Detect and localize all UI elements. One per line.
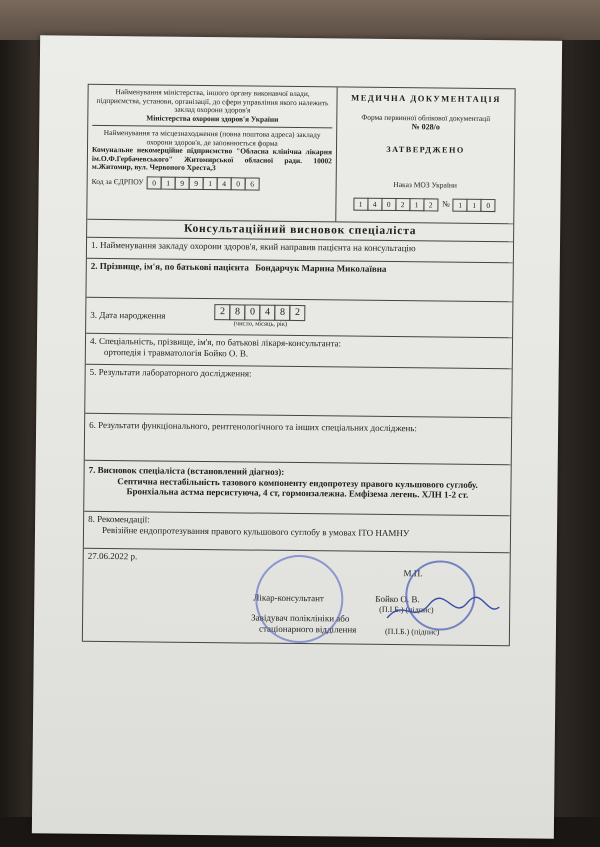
section-4 — [86, 334, 512, 369]
section-5 — [85, 365, 511, 418]
edrpou-digit: 9 — [175, 176, 190, 189]
order-date-digit: 1 — [353, 197, 368, 210]
doctor-name: Бойко О. В. — [375, 594, 420, 605]
signature-icon — [383, 590, 503, 631]
dob-row — [90, 303, 508, 331]
signature-block — [83, 549, 510, 645]
order-number-digit: 0 — [481, 198, 496, 211]
approved-label: ЗАТВЕРДЖЕНО — [386, 145, 465, 156]
facility-caption: Найменування та місцезнаходження (повна поштова адреса) закладу охорони здоров'я, де заповнюється форма — [103, 128, 321, 148]
section-4-label: 4. Спеціальність, прізвище, ім'я, по батькові лікаря-консультанта: — [89, 336, 342, 349]
dob-digit: 0 — [244, 305, 260, 321]
order-date-cells — [354, 197, 438, 211]
section-6-label: 6. Результати функціонального, рентгенологічного та інших спеціальних досліджень: — [89, 420, 417, 434]
consultant-name: ортопедія і травматологія Бойко О. В. — [103, 346, 249, 359]
order-date-digit: 4 — [367, 197, 382, 210]
edrpou-digit: 1 — [161, 176, 176, 189]
section-8 — [84, 512, 510, 553]
dob-digit: 2 — [289, 305, 305, 321]
edrpou-label: Код за ЄДРПОУ — [91, 176, 144, 187]
section-8-label: 8. Рекомендації: — [88, 514, 150, 525]
order-date-digit: 2 — [423, 198, 438, 211]
edrpou-row — [92, 175, 332, 191]
section-5-label: 5. Результати лабораторного дослідження: — [89, 367, 252, 379]
order-date-digit: 1 — [409, 198, 424, 211]
form-number: № 028/о — [411, 122, 440, 132]
order-date-digit: 0 — [381, 197, 396, 210]
edrpou-digit: 6 — [245, 177, 260, 190]
dob-digit: 8 — [229, 305, 245, 321]
edrpou-digit: 4 — [217, 177, 232, 190]
paper-sheet — [32, 35, 562, 838]
section-3-label: 3. Дата народження — [90, 309, 166, 321]
dob-digit: 2 — [214, 304, 230, 320]
order-label: Наказ МОЗ України — [393, 179, 458, 190]
order-number-digit: 1 — [467, 198, 482, 211]
recommendation-text: Ревізійне ендопротезування правого кульшового суглобу в умовах ІТО НАМНУ — [101, 524, 410, 538]
order-no-label: № — [442, 199, 450, 210]
dob-cells — [215, 304, 305, 321]
dob-digit: 8 — [274, 305, 290, 321]
order-row — [342, 197, 507, 212]
doctor-sign-caption: (П.І.Б.) (підпис) — [379, 605, 434, 615]
section-1-label: 1. Найменування закладу охорони здоров'я, який направив пацієнта на консультацію — [90, 240, 416, 254]
form-028 — [82, 84, 516, 647]
head-sign-caption: (П.І.Б.) (підпис) — [384, 627, 440, 637]
order-number-digit: 1 — [453, 198, 468, 211]
order-number-cells — [454, 198, 496, 211]
form-caption: Форма первинної облікової документації — [361, 112, 491, 123]
section-7 — [84, 461, 511, 516]
diagnosis-text: Септична нестабільність тазового компоненту ендопротезу правого кульшового суглобу. Бронхіальна астма персистуюча, 4 ст, гормонзалежна. Емфізема легень. ХЛН 1-2 ст. — [117, 475, 478, 500]
seal-label: М.П. — [403, 568, 423, 579]
edrpou-cells — [148, 176, 260, 190]
section-2 — [86, 259, 512, 302]
order-date-digit: 2 — [395, 198, 410, 211]
edrpou-digit: 0 — [147, 176, 162, 189]
section-6 — [85, 414, 511, 465]
doctor-label: Лікар-консультант — [253, 592, 324, 604]
head-label-1: Завідувач поліклініки або — [251, 612, 350, 624]
edrpou-digit: 1 — [203, 177, 218, 190]
edrpou-digit: 0 — [231, 177, 246, 190]
edrpou-digit: 9 — [189, 176, 204, 189]
form-header — [87, 85, 514, 224]
dob-field — [215, 304, 305, 328]
ministry-value: Міністерства охорони здоров'я України — [146, 112, 279, 124]
section-7-label: 7. Висновок спеціаліста (встановлений діагноз): — [88, 465, 285, 478]
section-3 — [86, 298, 512, 338]
head-label-2: стаціонарного відділення — [258, 623, 357, 635]
consult-date: 27.06.2022 р. — [87, 551, 138, 562]
patient-name: Бондарчук Марина Миколаївна — [255, 262, 387, 275]
ministry-caption: Найменування міністерства, іншого органу виконавчої влади, підприємства, установи, організації, до сфери управління якого належить заклад охорони здоров'я — [96, 87, 329, 115]
header-right — [336, 87, 514, 223]
dob-caption: (число, місяць, рік) — [233, 320, 288, 329]
section-2-label: 2. Прізвище, ім'я, по батькові пацієнта — [90, 261, 249, 273]
facility-value: Комунальне некомерційне підприємство "Обласна клінічна лікарня ім.О.Ф.Гербачевського" Житомирської обласної ради. 10002 м.Житомир, вул. Червоного Хреста,3 — [91, 144, 333, 173]
document-title: Консультаційний висновок спеціаліста — [87, 220, 513, 243]
med-doc-title: МЕДИЧНА ДОКУМЕНТАЦІЯ — [351, 92, 501, 105]
header-left — [87, 85, 337, 222]
dob-digit: 4 — [259, 305, 275, 321]
